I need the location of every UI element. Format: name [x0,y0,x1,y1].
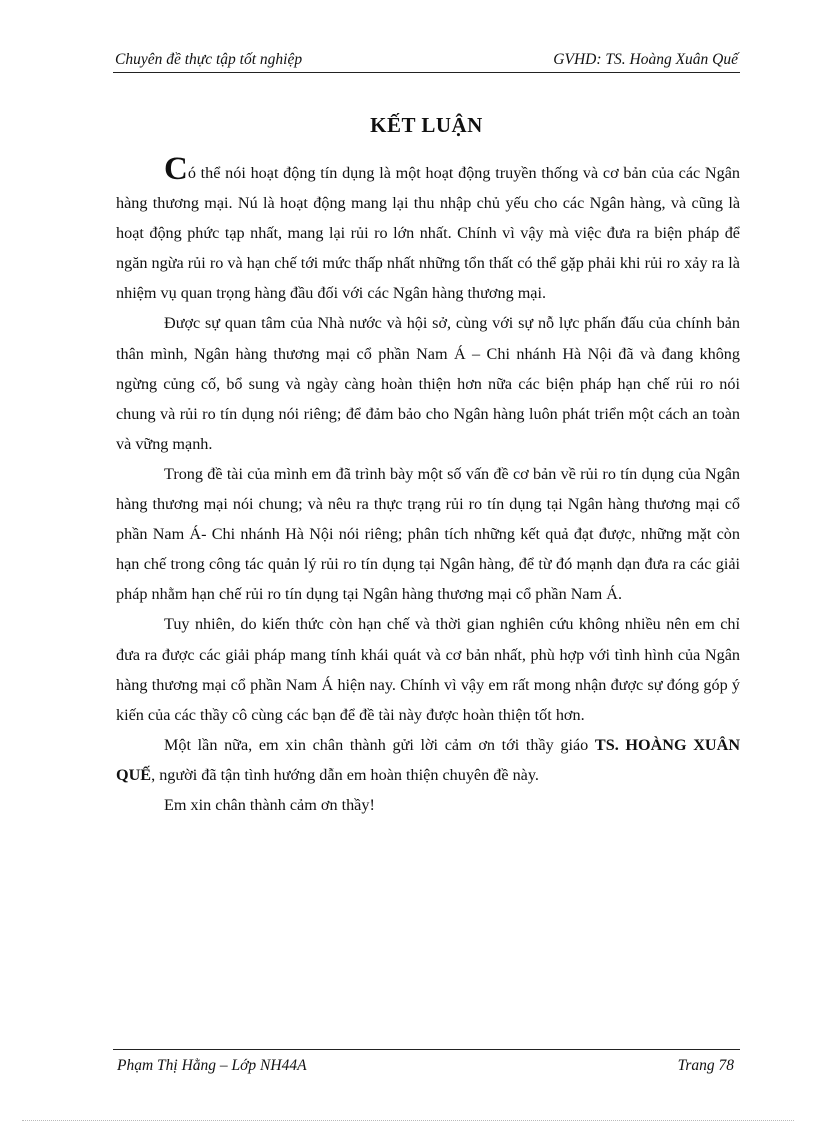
advisor-name: TS. HOÀNG XUÂN QUẾ [116,735,741,784]
paragraph-2: Được sự quan tâm của Nhà nước và hội sở, cùng với sự nỗ lực phấn đấu của chính bản thân mình, Ngân hàng thương mại cổ phần Nam Á – Chi nhánh Hà Nội đã và đang không ngừng củng cố, bổ sung và ngày càng hoàn thiện hơn nữa các biện pháp hạn chế rủi ro nói chung và rủi ro tín dụng nói riêng; để đảm bảo cho Ngân hàng luôn phát triển một cách an toàn và vững mạnh. [116,314,740,453]
document-body [116,151,741,820]
page-bottom-border [22,1120,794,1121]
paragraph-3: Trong đề tài của mình em đã trình bày một số vấn đề cơ bản về rủi ro tín dụng của Ngân hàng thương mại nói chung; và nêu ra thực trạng rủi ro tín dụng tại Ngân hàng thương mại cổ phần Nam Á- Chi nhánh Hà Nội nói riêng; phân tích những kết quả đạt được, những mặt còn hạn chế trong công tác quản lý rủi ro tín dụng tại Ngân hàng, để từ đó mạnh dạn đưa ra các giải pháp nhằm hạn chế rủi ro tín dụng tại Ngân hàng thương mại cổ phần Nam Á. [116,464,740,604]
drop-cap: C [164,151,188,187]
paragraph-1-text: ó thể nói hoạt động tín dụng là một hoạt động truyền thống và cơ bản của các Ngân hàng thương mại. Nú là hoạt động mang lại thu nhập chủ yếu cho các Ngân hàng, và cũng là hoạt động phức tạp nhất, mang lại rủi ro lớn nhất. Chính vì vậy mà việc đưa ra biện pháp để ngăn ngừa rủi ro và hạn chế tới mức thấp nhất những tổn thất có thể gặp phải khi rủi ro xảy ra là nhiệm vụ quan trọng hàng đầu đối với các Ngân hàng thương mại. [116,164,740,303]
paragraph-5-end: , người đã tận tình hướng dẫn em hoàn thiện chuyên đề này. [151,765,539,784]
footer-right: Trang 78 [677,1057,734,1074]
paragraph-5 [116,730,740,790]
paragraph-5-start: Một lần nữa, em xin chân thành gửi lời cảm ơn tới thầy giáo [164,735,595,754]
header-right: GVHD: TS. Hoàng Xuân Quế [553,51,738,68]
paragraph-4: Tuy nhiên, do kiến thức còn hạn chế và thời gian nghiên cứu không nhiều nên em chỉ đưa ra được các giải pháp mang tính khái quát và cơ bản nhất, phù hợp với tình hình của Ngân hàng thương mại cổ phần Nam Á hiện nay. Chính vì vậy em rất mong nhận được sự đóng góp ý kiến của các thầy cô cùng các bạn để đề tài này được hoàn thiện tốt hơn. [116,615,740,724]
page-header [113,46,740,73]
paragraph-1 [116,151,740,308]
page-footer [113,1049,740,1075]
paragraph-6: Em xin chân thành cảm ơn thầy! [164,795,375,814]
page-title: KẾT LUẬN [370,113,483,137]
header-left: Chuyên đề thực tập tốt nghiệp [115,51,303,68]
footer-left: Phạm Thị Hằng – Lớp NH44A [117,1057,307,1074]
